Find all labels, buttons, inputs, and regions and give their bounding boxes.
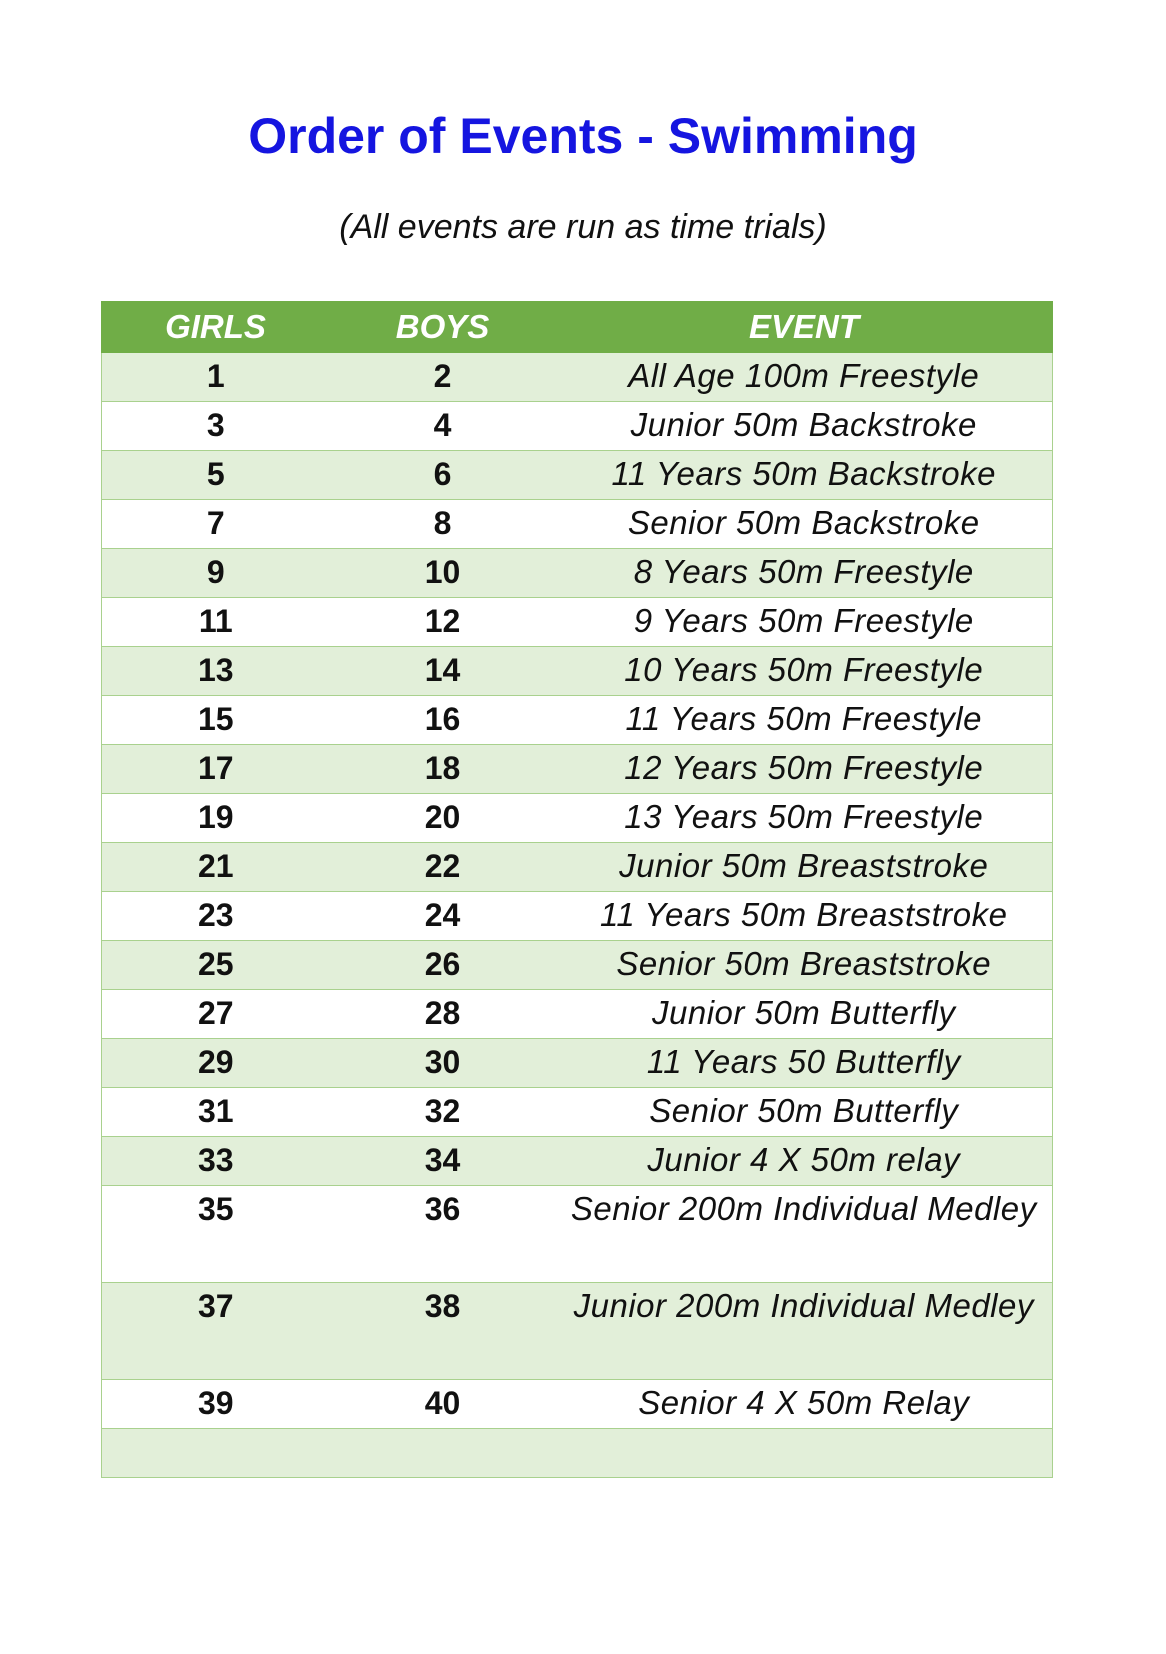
table-row	[102, 843, 1053, 892]
event-name: 11 Years 50m Backstroke	[556, 451, 1053, 500]
event-name: Senior 50m Backstroke	[556, 500, 1053, 549]
boys-event-number: 26	[330, 941, 556, 990]
boys-event-number: 4	[330, 402, 556, 451]
boys-event-number: 38	[330, 1283, 556, 1380]
boys-event-number: 40	[330, 1380, 556, 1429]
table-row	[102, 745, 1053, 794]
page-title: Order of Events - Swimming	[248, 108, 918, 164]
table-row	[102, 794, 1053, 843]
girls-event-number: 1	[102, 353, 330, 402]
header-event: EVENT	[556, 302, 1053, 353]
event-name: Junior 50m Butterfly	[556, 990, 1053, 1039]
table-row	[102, 451, 1053, 500]
boys-event-number: 36	[330, 1186, 556, 1283]
event-name: 10 Years 50m Freestyle	[556, 647, 1053, 696]
girls-event-number: 23	[102, 892, 330, 941]
event-name: Senior 50m Butterfly	[556, 1088, 1053, 1137]
event-name: 13 Years 50m Freestyle	[556, 794, 1053, 843]
boys-event-number: 32	[330, 1088, 556, 1137]
table-header-row	[102, 302, 1053, 353]
table-row-empty	[102, 1429, 1053, 1478]
girls-event-number: 27	[102, 990, 330, 1039]
boys-event-number: 8	[330, 500, 556, 549]
girls-event-number: 9	[102, 549, 330, 598]
boys-event-number: 16	[330, 696, 556, 745]
girls-event-number: 33	[102, 1137, 330, 1186]
table-row	[102, 696, 1053, 745]
table-row	[102, 1039, 1053, 1088]
table-row	[102, 892, 1053, 941]
girls-event-number: 25	[102, 941, 330, 990]
girls-event-number: 13	[102, 647, 330, 696]
boys-event-number: 12	[330, 598, 556, 647]
header-boys: BOYS	[330, 302, 556, 353]
event-name: Senior 50m Breaststroke	[556, 941, 1053, 990]
event-name: 11 Years 50 Butterfly	[556, 1039, 1053, 1088]
table-row	[102, 1283, 1053, 1380]
table-row	[102, 549, 1053, 598]
boys-event-number	[330, 1429, 556, 1478]
event-name	[556, 1429, 1053, 1478]
girls-event-number: 29	[102, 1039, 330, 1088]
girls-event-number: 21	[102, 843, 330, 892]
boys-event-number: 14	[330, 647, 556, 696]
table-row	[102, 353, 1053, 402]
girls-event-number: 31	[102, 1088, 330, 1137]
table-row	[102, 990, 1053, 1039]
event-name: 9 Years 50m Freestyle	[556, 598, 1053, 647]
table-row	[102, 647, 1053, 696]
event-name: 11 Years 50m Breaststroke	[556, 892, 1053, 941]
events-table	[101, 301, 1053, 1478]
event-name: 8 Years 50m Freestyle	[556, 549, 1053, 598]
boys-event-number: 20	[330, 794, 556, 843]
table-row	[102, 1088, 1053, 1137]
header-girls: GIRLS	[102, 302, 330, 353]
table-row	[102, 941, 1053, 990]
girls-event-number: 7	[102, 500, 330, 549]
table-row	[102, 500, 1053, 549]
event-name: Senior 4 X 50m Relay	[556, 1380, 1053, 1429]
girls-event-number: 3	[102, 402, 330, 451]
table-row	[102, 402, 1053, 451]
girls-event-number: 11	[102, 598, 330, 647]
girls-event-number: 39	[102, 1380, 330, 1429]
boys-event-number: 22	[330, 843, 556, 892]
event-name: All Age 100m Freestyle	[556, 353, 1053, 402]
table-row	[102, 1186, 1053, 1283]
boys-event-number: 2	[330, 353, 556, 402]
boys-event-number: 6	[330, 451, 556, 500]
girls-event-number: 15	[102, 696, 330, 745]
event-name: Junior 4 X 50m relay	[556, 1137, 1053, 1186]
boys-event-number: 28	[330, 990, 556, 1039]
boys-event-number: 30	[330, 1039, 556, 1088]
event-name: Junior 50m Breaststroke	[556, 843, 1053, 892]
boys-event-number: 18	[330, 745, 556, 794]
boys-event-number: 24	[330, 892, 556, 941]
girls-event-number: 37	[102, 1283, 330, 1380]
girls-event-number	[102, 1429, 330, 1478]
table-row	[102, 1380, 1053, 1429]
girls-event-number: 35	[102, 1186, 330, 1283]
girls-event-number: 5	[102, 451, 330, 500]
event-name: Junior 200m Individual Medley	[556, 1283, 1053, 1380]
table-row	[102, 1137, 1053, 1186]
event-name: Junior 50m Backstroke	[556, 402, 1053, 451]
girls-event-number: 17	[102, 745, 330, 794]
boys-event-number: 10	[330, 549, 556, 598]
event-name: 12 Years 50m Freestyle	[556, 745, 1053, 794]
event-name: 11 Years 50m Freestyle	[556, 696, 1053, 745]
table-row	[102, 598, 1053, 647]
boys-event-number: 34	[330, 1137, 556, 1186]
event-name: Senior 200m Individual Medley	[556, 1186, 1053, 1283]
girls-event-number: 19	[102, 794, 330, 843]
page-subtitle: (All events are run as time trials)	[339, 208, 827, 246]
